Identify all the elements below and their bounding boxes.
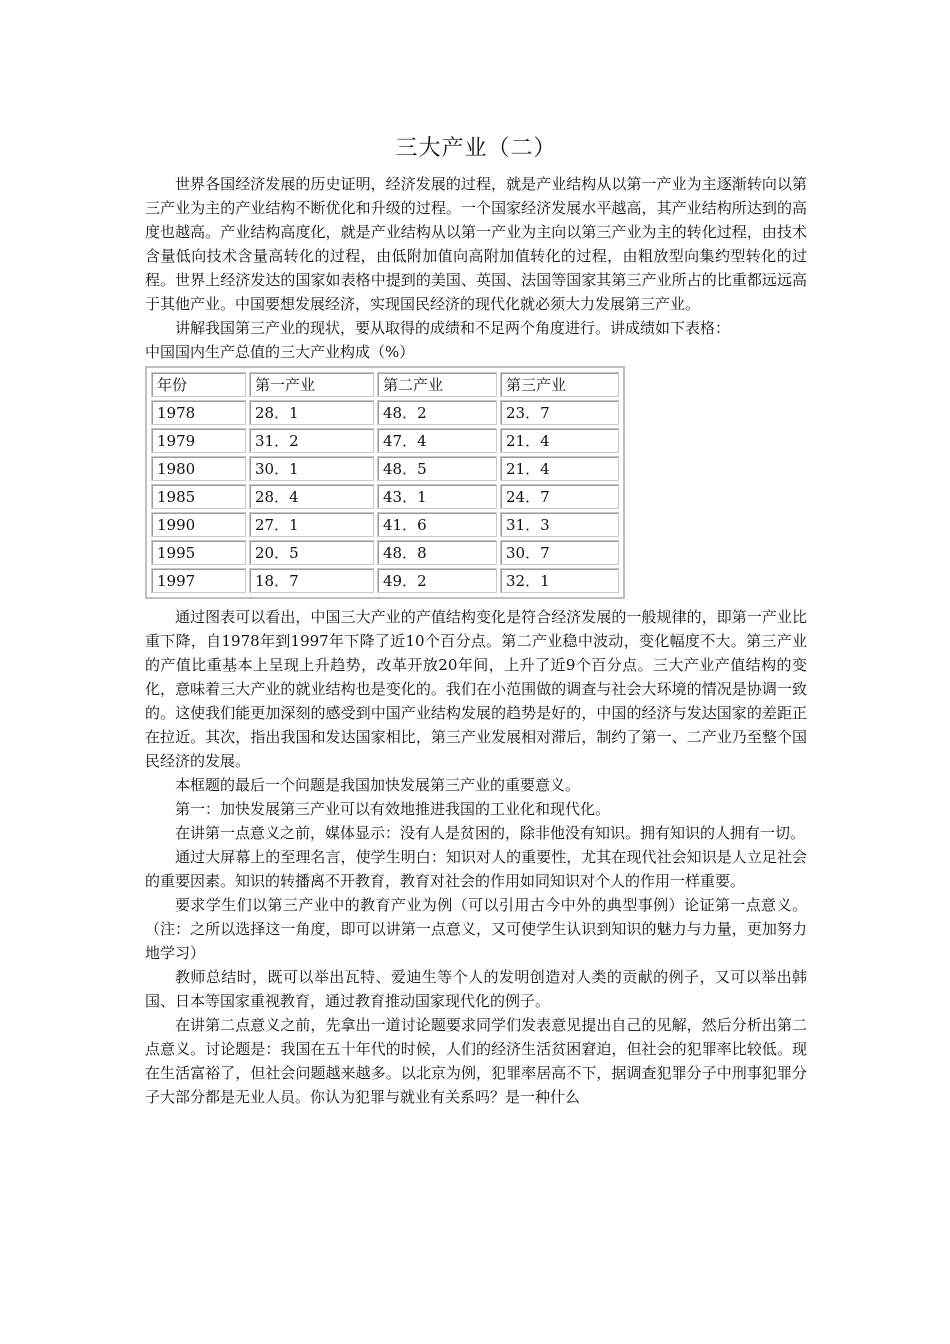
paragraph-table-intro: 讲解我国第三产业的现状，要从取得的成绩和不足两个角度进行。讲成绩如下表格： — [175, 319, 731, 337]
cell-year: 1990 — [151, 512, 246, 537]
cell-secondary: 48．5 — [377, 456, 497, 481]
header-primary-industry: 第一产业 — [249, 372, 374, 397]
paragraph-point-one: 第一：加快发展第三产业可以有效地推进我国的工业化和现代化。 — [175, 800, 611, 818]
cell-year: 1980 — [151, 456, 246, 481]
table-row — [151, 484, 619, 509]
cell-tertiary: 30．7 — [500, 540, 619, 565]
table-row — [151, 568, 619, 593]
header-secondary-industry: 第二产业 — [377, 372, 497, 397]
header-year: 年份 — [151, 372, 246, 397]
cell-tertiary: 21．4 — [500, 456, 619, 481]
cell-secondary: 48．2 — [377, 400, 497, 425]
table-row — [151, 512, 619, 537]
cell-secondary: 47．4 — [377, 428, 497, 453]
document-body — [145, 134, 807, 1109]
paragraph-significance-intro: 本框题的最后一个问题是我国加快发展第三产业的重要意义。 — [175, 776, 581, 794]
table-row — [151, 456, 619, 481]
table-row — [151, 400, 619, 425]
cell-secondary: 49．2 — [377, 568, 497, 593]
header-tertiary-industry: 第三产业 — [500, 372, 619, 397]
paragraph-knowledge: 通过大屏幕上的至理名言，使学生明白：知识对人的重要性，尤其在现代社会知识是人立足社会的重要因素。知识的转播离不开教育，教育对社会的作用如同知识对个人的作用一样重要。 — [145, 848, 807, 890]
paragraph-analysis: 通过图表可以看出，中国三大产业的产值结构变化是符合经济发展的一般规律的，即第一产业比重下降，自1978年到1997年下降了近10个百分点。第二产业稳中波动，变化幅度不大。第三产业的产值比重基本上呈现上升趋势，改革开放20年间，上升了近9个百分点。三大产业产值结构的变化，意味着三大产业的就业结构也是变化的。我们在小范围做的调查与社会大环境的情况是协调一致的。这使我们能更加深刻的感受到中国产业结构发展的趋势是好的，中国的经济与发达国家的差距正在拉近。其次，指出我国和发达国家相比，第三产业发展相对滞后，制约了第一、二产业乃至整个国民经济的发展。 — [145, 608, 807, 770]
cell-secondary: 48．8 — [377, 540, 497, 565]
cell-year: 1978 — [151, 400, 246, 425]
cell-primary: 28．1 — [249, 400, 374, 425]
cell-secondary: 41．6 — [377, 512, 497, 537]
paragraph-intro: 世界各国经济发展的历史证明，经济发展的过程，就是产业结构从以第一产业为主逐渐转向以第三产业为主的产业结构不断优化和升级的过程。一个国家经济发展水平越高，其产业结构所达到的高度也越高。产业结构高度化，就是产业结构从以第一产业为主向以第三产业为主的转化过程，由技术含量低向技术含量高转化的过程，由低附加值向高附加值转化的过程，由粗放型向集约型转化的过程。世界上经济发达的国家如表格中提到的美国、英国、法国等国家其第三产业所占的比重都远远高于其他产业。中国要想发展经济，实现国民经济的现代化就必须大力发展第三产业。 — [145, 175, 807, 313]
cell-primary: 18．7 — [249, 568, 374, 593]
cell-primary: 27．1 — [249, 512, 374, 537]
cell-primary: 20．5 — [249, 540, 374, 565]
cell-primary: 30．1 — [249, 456, 374, 481]
cell-primary: 31．2 — [249, 428, 374, 453]
cell-tertiary: 23．7 — [500, 400, 619, 425]
table-caption: 中国国内生产总值的三大产业构成（%） — [145, 343, 415, 361]
cell-tertiary: 24．7 — [500, 484, 619, 509]
table-header-row — [151, 372, 619, 397]
cell-year: 1985 — [151, 484, 246, 509]
cell-secondary: 43．1 — [377, 484, 497, 509]
paragraph-teacher-summary: 教师总结时，既可以举出瓦特、爱迪生等个人的发明创造对人类的贡献的例子，又可以举出韩国、日本等国家重视教育，通过教育推动国家现代化的例子。 — [145, 968, 807, 1010]
document-title: 三大产业（二） — [395, 136, 557, 161]
table-row — [151, 428, 619, 453]
table-row — [151, 540, 619, 565]
gdp-structure-table — [145, 366, 625, 599]
cell-year: 1979 — [151, 428, 246, 453]
cell-tertiary: 32．1 — [500, 568, 619, 593]
cell-year: 1995 — [151, 540, 246, 565]
cell-tertiary: 31．3 — [500, 512, 619, 537]
paragraph-education-example: 要求学生们以第三产业中的教育产业为例（可以引用古今中外的典型事例）论证第一点意义。（注：之所以选择这一角度，即可以讲第一点意义，又可使学生认识到知识的魅力与力量，更加努力地学习） — [145, 896, 807, 962]
paragraph-point-two: 在讲第二点意义之前，先拿出一道讨论题要求同学们发表意见提出自己的见解，然后分析出第二点意义。讨论题是：我国在五十年代的时候，人们的经济生活贫困窘迫，但社会的犯罪率比较低。现在生活富裕了，但社会问题越来越多。以北京为例，犯罪率居高不下，据调查犯罪分子中刑事犯罪分子大部分都是无业人员。你认为犯罪与就业有关系吗？是一种什么 — [145, 1016, 807, 1106]
cell-year: 1997 — [151, 568, 246, 593]
cell-primary: 28．4 — [249, 484, 374, 509]
cell-tertiary: 21．4 — [500, 428, 619, 453]
paragraph-media-quote: 在讲第一点意义之前，媒体显示：没有人是贫困的，除非他没有知识。拥有知识的人拥有一切。 — [175, 824, 806, 842]
